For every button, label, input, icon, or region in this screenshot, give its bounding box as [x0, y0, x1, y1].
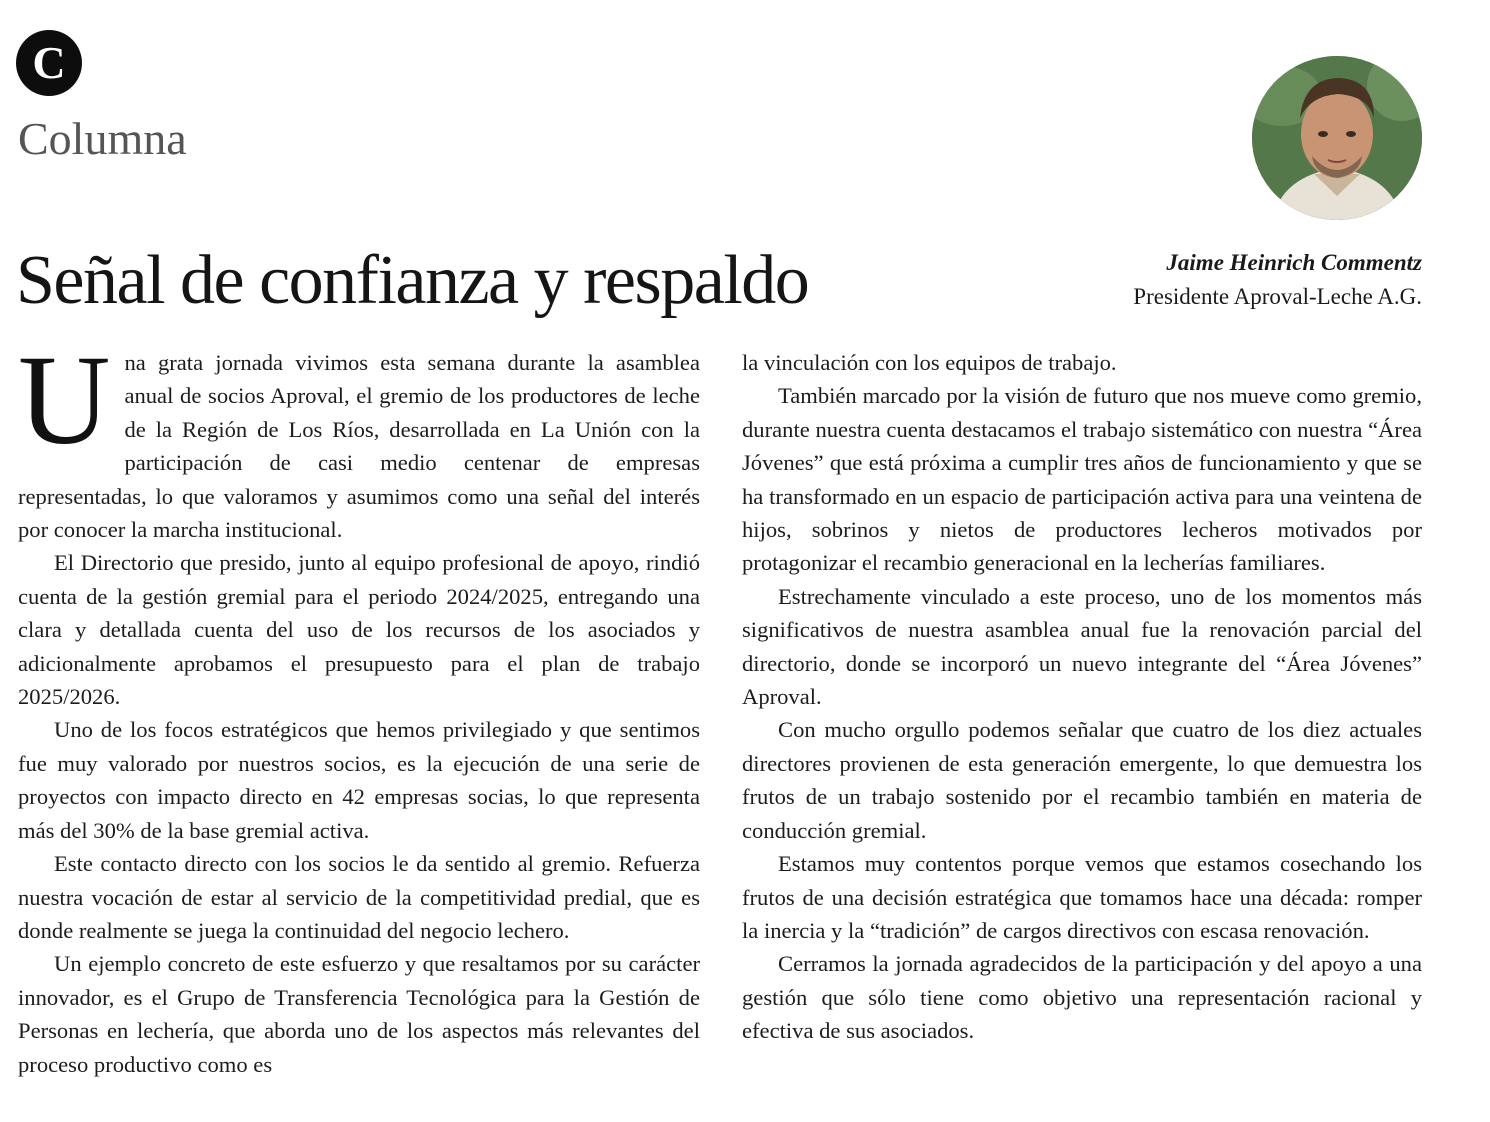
- article-paragraph: Cerramos la jornada agradecidos de la participación y del apoyo a una gestión que sólo tiene como objetivo una representación racional y efectiva de sus asociados.: [742, 951, 1422, 1044]
- article-paragraph: También marcado por la visión de futuro que nos mueve como gremio, durante nuestra cuenta destacamos el trabajo sistemático con nuestra “Área Jóvenes” que está próxima a cumplir tres años de funcionamiento y que se ha transformado en un espacio de participación activa para una veintena de hijos, sobrinos y nietos de productores lecheros motivados por protagonizar el recambio generacional en la lecherías familiares.: [742, 383, 1422, 576]
- section-name: Columna: [18, 113, 187, 164]
- byline: [1133, 246, 1422, 314]
- article-paragraph: Un ejemplo concreto de este esfuerzo y que resaltamos por su carácter innovador, es el Grupo de Transferencia Tecnológica para la Gestión de Personas en lechería, que aborda uno de los aspectos más relevantes del proceso productivo como es: [18, 951, 700, 1077]
- article-column-left: [18, 329, 700, 1081]
- article-paragraph: Uno de los focos estratégicos que hemos privilegiado y que sentimos fue muy valorado por nuestros socios, es la ejecución de una serie de proyectos con impacto directo en 42 empresas socias, lo que representa más del 30% de la base gremial activa.: [18, 717, 700, 843]
- article-paragraph: Estrechamente vinculado a este proceso, uno de los momentos más significativos de nuestra asamblea anual fue la renovación parcial del directorio, donde se incorporó un nuevo integrante del “Área Jóvenes” Aproval.: [742, 583, 1422, 710]
- article-paragraph-1: [18, 329, 700, 546]
- article-paragraph: Estamos muy contentos porque vemos que estamos cosechando los frutos de una decisión estratégica que tomamos hace una década: romper la inercia y la “tradición” de cargos directivos con escasa renovación.: [742, 851, 1422, 943]
- article-paragraph-continuation: la vinculación con los equipos de trabajo.: [742, 350, 1117, 375]
- article-paragraph: Este contacto directo con los socios le da sentido al gremio. Refuerza nuestra vocación de estar al servicio de la competitividad predial, que es donde realmente se juega la continuidad del negocio lechero.: [18, 851, 700, 943]
- section-badge: [16, 30, 82, 96]
- author-photo: [1252, 56, 1422, 220]
- author-name: Jaime Heinrich Commentz: [1166, 250, 1422, 275]
- article-headline: Señal de confianza y respaldo: [16, 242, 809, 319]
- author-role: Presidente Aproval-Leche A.G.: [1133, 284, 1422, 309]
- article-paragraph: Con mucho orgullo podemos señalar que cuatro de los diez actuales directores provienen de esta generación emergente, lo que demuestra los frutos de un trabajo sostenido por el recambio también en materia de conducción gremial.: [742, 717, 1422, 843]
- section-badge-letter: C: [32, 37, 66, 88]
- article-paragraph: El Directorio que presido, junto al equipo profesional de apoyo, rindió cuenta de la gestión gremial para el periodo 2024/2025, entregando una clara y detallada cuenta del uso de los recursos de los asociados y adicionalmente aprobamos el presupuesto para el plan de trabajo 2025/2026.: [18, 550, 700, 710]
- article-paragraph-1-text: na grata jornada vivimos esta semana durante la asamblea anual de socios Aproval, el gremio de los productores de leche de la Región de Los Ríos, desarrollada en La Unión con la participación de casi medio centenar de empresas representadas, lo que valoramos y asumimos como una señal del interés por conocer la marcha institucional.: [18, 350, 700, 543]
- drop-cap: U: [18, 329, 111, 471]
- article-column-right: [742, 346, 1422, 1048]
